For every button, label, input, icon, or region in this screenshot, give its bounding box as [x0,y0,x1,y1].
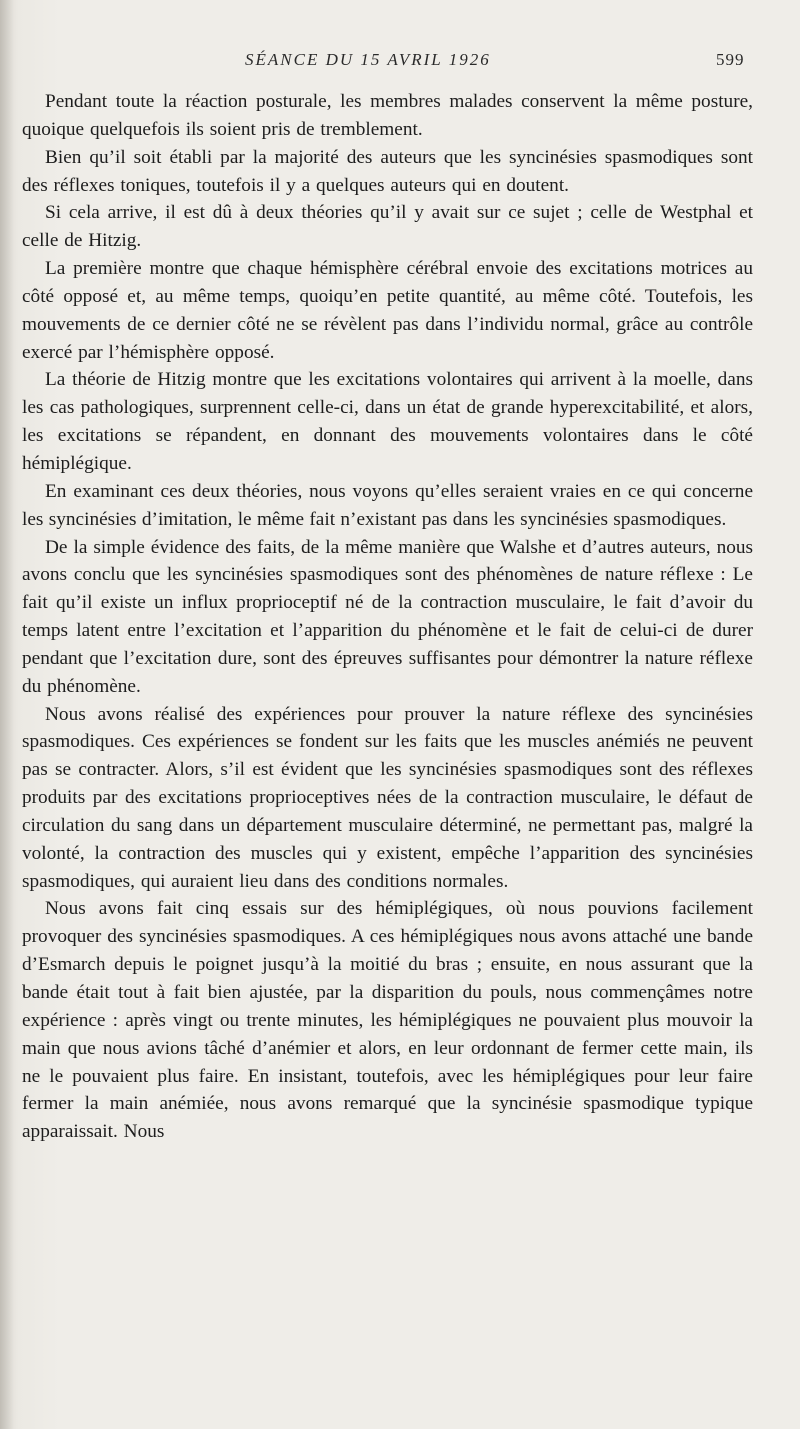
paragraph [22,255,753,366]
paragraph-text: La première montre que chaque hémisphère cérébral envoie des excitations motrices au côté opposé et, au même temps, quoiqu’en petite quantité, au même côté. Toutefois, les mouvements de ce dernier côté ne se révèlent pas dans l’individu normal, grâce au contrôle exercé par l’hémisphère opposé. [22,258,753,363]
paragraph-text: Si cela arrive, il est dû à deux théories qu’il y avait sur ce sujet ; celle de Westphal et celle de Hitzig. [22,202,753,252]
page-number: 599 [716,50,745,69]
page-header [0,50,800,72]
paragraph [22,88,753,144]
paragraph-text: De la simple évidence des faits, de la même manière que Walshe et d’autres auteurs, nous avons conclu que les syncinésies spasmodiques sont des phénomènes de nature réflexe : Le fait qu’il existe un influx proprioceptif né de la contraction musculaire, le fait d’avoir du temps latent entre l’excitation et l’apparition du phénomène et le fait de celui-ci de durer pendant que l’excitation dure, sont des épreuves suffisantes pour démontrer la nature réflexe du phénomène. [22,536,753,697]
paragraph [22,144,753,200]
page-edge-shadow [0,0,14,1429]
paragraph-text: Nous avons fait cinq essais sur des hémiplégiques, où nous pouvions facilement provoquer des syncinésies spasmodiques. A ces hémiplégiques nous avons attaché une bande d’Esmarch depuis le poignet jusqu’à la moitié du bras ; ensuite, en nous assurant que la bande était tout à fait bien ajustée, par la disparition du pouls, nous commençâmes notre expérience : après vingt ou trente minutes, les hémiplégiques ne pouvaient plus mouvoir la main que nous avions tâché d’anémier et alors, en leur ordonnant de fermer cette main, ils ne le pouvaient plus faire. En insistant, toutefois, avec les hémiplégiques pour leur faire fermer la main anémiée, nous avons remarqué que la syncinésie spasmodique typique apparaissait. Nous [22,898,753,1143]
paragraph-text: La théorie de Hitzig montre que les excitations volontaires qui arrivent à la moelle, dans les cas pathologiques, surprennent celle-ci, dans un état de grande hyperexcitabilité, et alors, les excitations se répandent, en donnant des mouvements volontaires dans le côté hémiplégique. [22,369,753,474]
paragraph [22,895,753,1146]
paragraph-text: En examinant ces deux théories, nous voyons qu’elles seraient vraies en ce qui concerne les syncinésies d’imitation, le même fait n’existant pas dans les syncinésies spasmodiques. [22,480,753,530]
paragraph [22,478,753,534]
paragraph [22,534,753,701]
paragraph [22,199,753,255]
running-title: SÉANCE DU 15 AVRIL 1926 [245,50,491,69]
paragraph-text: Nous avons réalisé des expériences pour prouver la nature réflexe des syncinésies spasmodiques. Ces expériences se fondent sur les faits que les muscles anémiés ne peuvent pas se contracter. Alors, s’il est évident que les syncinésies spasmodiques sont des réflexes produits par des excitations proprioceptives nées de la contraction musculaire, le défaut de circulation du sang dans un département musculaire déterminé, ne permettant pas, malgré la volonté, la contraction des muscles qui y existent, empêche l’apparition des syncinésies spasmodiques, qui auraient lieu dans des conditions normales. [22,703,753,892]
paragraph-text: Bien qu’il soit établi par la majorité des auteurs que les syncinésies spasmodiques sont des réflexes toniques, toutefois il y a quelques auteurs qui en doutent. [22,146,753,196]
paragraph-text: Pendant toute la réaction posturale, les membres malades conservent la même posture, quoique quelquefois ils soient pris de tremblement. [22,91,753,140]
body-text [22,88,753,1146]
paragraph [22,366,753,477]
paragraph [22,701,753,896]
